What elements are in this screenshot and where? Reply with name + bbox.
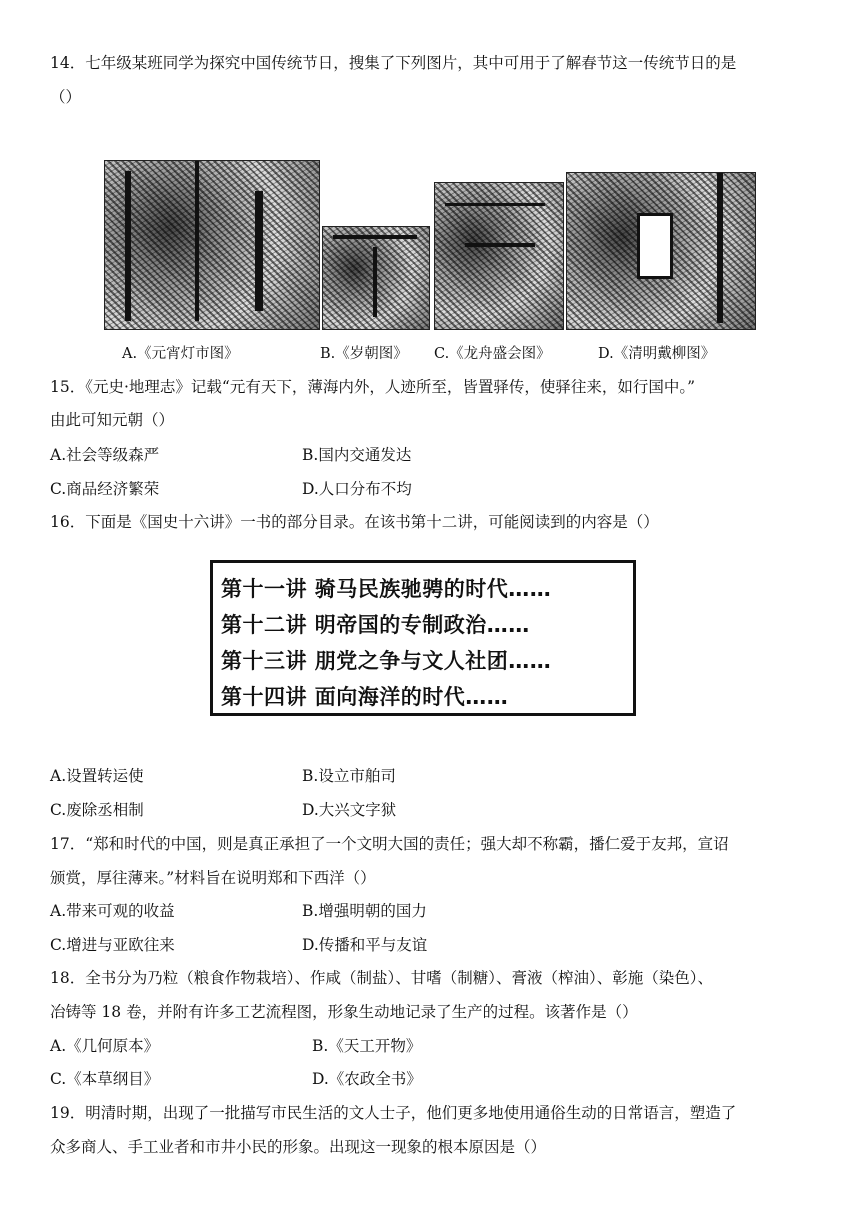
q14-caption-b: B.《岁朝图》 — [320, 346, 408, 362]
q19-stem-line1: 19．明清时期，出现了一批描写市民生活的文人士子，他们更多地使用通俗生动的日常语言，塑造了 — [50, 1104, 737, 1122]
q17-option-a: A.带来可观的收益 — [50, 902, 175, 920]
q14-caption-a: A.《元宵灯市图》 — [122, 346, 239, 362]
q16-option-b: B.设立市舶司 — [302, 767, 396, 785]
q18-stem-line1: 18．全书分为乃粒（粮食作物栽培）、作咸（制盐）、甘嗜（制糖）、膏液（榨油）、彰施（染色）、 — [50, 969, 713, 987]
q14-caption-d: D.《清明戴柳图》 — [598, 346, 716, 362]
q15-option-a: A.社会等级森严 — [50, 446, 160, 464]
q18-option-c: C.《本草纲目》 — [50, 1070, 160, 1088]
q17-stem-line1: 17．“郑和时代的中国，则是真正承担了一个文明大国的责任；强大却不称霸，播仁爱于友邦，宣诏 — [50, 835, 729, 853]
q16-stem: 16．下面是《国史十六讲》一书的部分目录。在该书第十二讲，可能阅读到的内容是（） — [50, 513, 659, 531]
painting-image-d — [566, 172, 756, 330]
q18-option-a: A.《几何原本》 — [50, 1037, 160, 1055]
q18-option-b: B.《天工开物》 — [312, 1037, 422, 1055]
q17-option-c: C.增进与亚欧往来 — [50, 936, 175, 954]
q19-stem-line2: 众多商人、手工业者和市井小民的形象。出现这一现象的根本原因是（） — [50, 1138, 547, 1156]
q14-stem-line2: （） — [50, 88, 82, 106]
q16-option-a: A.设置转运使 — [50, 767, 144, 785]
q15-stem-line2: 由此可知元朝（） — [50, 411, 175, 429]
painting-image-b — [322, 226, 430, 330]
q15-option-d: D.人口分布不均 — [302, 480, 412, 498]
toc-row: 第十四讲 面向海洋的时代…… — [221, 685, 509, 709]
toc-row: 第十三讲 朋党之争与文人社团…… — [221, 649, 552, 673]
q15-stem-line1: 15．《元史·地理志》记载“元有天下，薄海内外，人迹所至，皆置驿传，使驿往来，如行国中。” — [50, 378, 696, 396]
q17-option-d: D.传播和平与友谊 — [302, 936, 428, 954]
toc-row: 第十一讲 骑马民族驰骋的时代…… — [221, 577, 552, 601]
q15-option-b: B.国内交通发达 — [302, 446, 412, 464]
q18-option-d: D.《农政全书》 — [312, 1070, 422, 1088]
painting-image-a — [104, 160, 320, 330]
q18-stem-line2: 冶铸等 18 卷，并附有许多工艺流程图，形象生动地记录了生产的过程。该著作是（） — [50, 1003, 638, 1021]
q14-stem-line1: 14．七年级某班同学为探究中国传统节日，搜集了下列图片，其中可用于了解春节这一传统节日的是 — [50, 54, 737, 72]
painting-image-c — [434, 182, 564, 330]
q16-option-c: C.废除丞相制 — [50, 801, 144, 819]
q17-option-b: B.增强明朝的国力 — [302, 902, 427, 920]
table-of-contents-box — [210, 560, 636, 716]
q17-stem-line2: 颁赏，厚往薄来。”材料旨在说明郑和下西洋（） — [50, 869, 376, 887]
q15-option-c: C.商品经济繁荣 — [50, 480, 160, 498]
q14-caption-c: C.《龙舟盛会图》 — [434, 346, 551, 362]
q16-option-d: D.大兴文字狱 — [302, 801, 397, 819]
toc-row: 第十二讲 明帝国的专制政治…… — [221, 613, 530, 637]
